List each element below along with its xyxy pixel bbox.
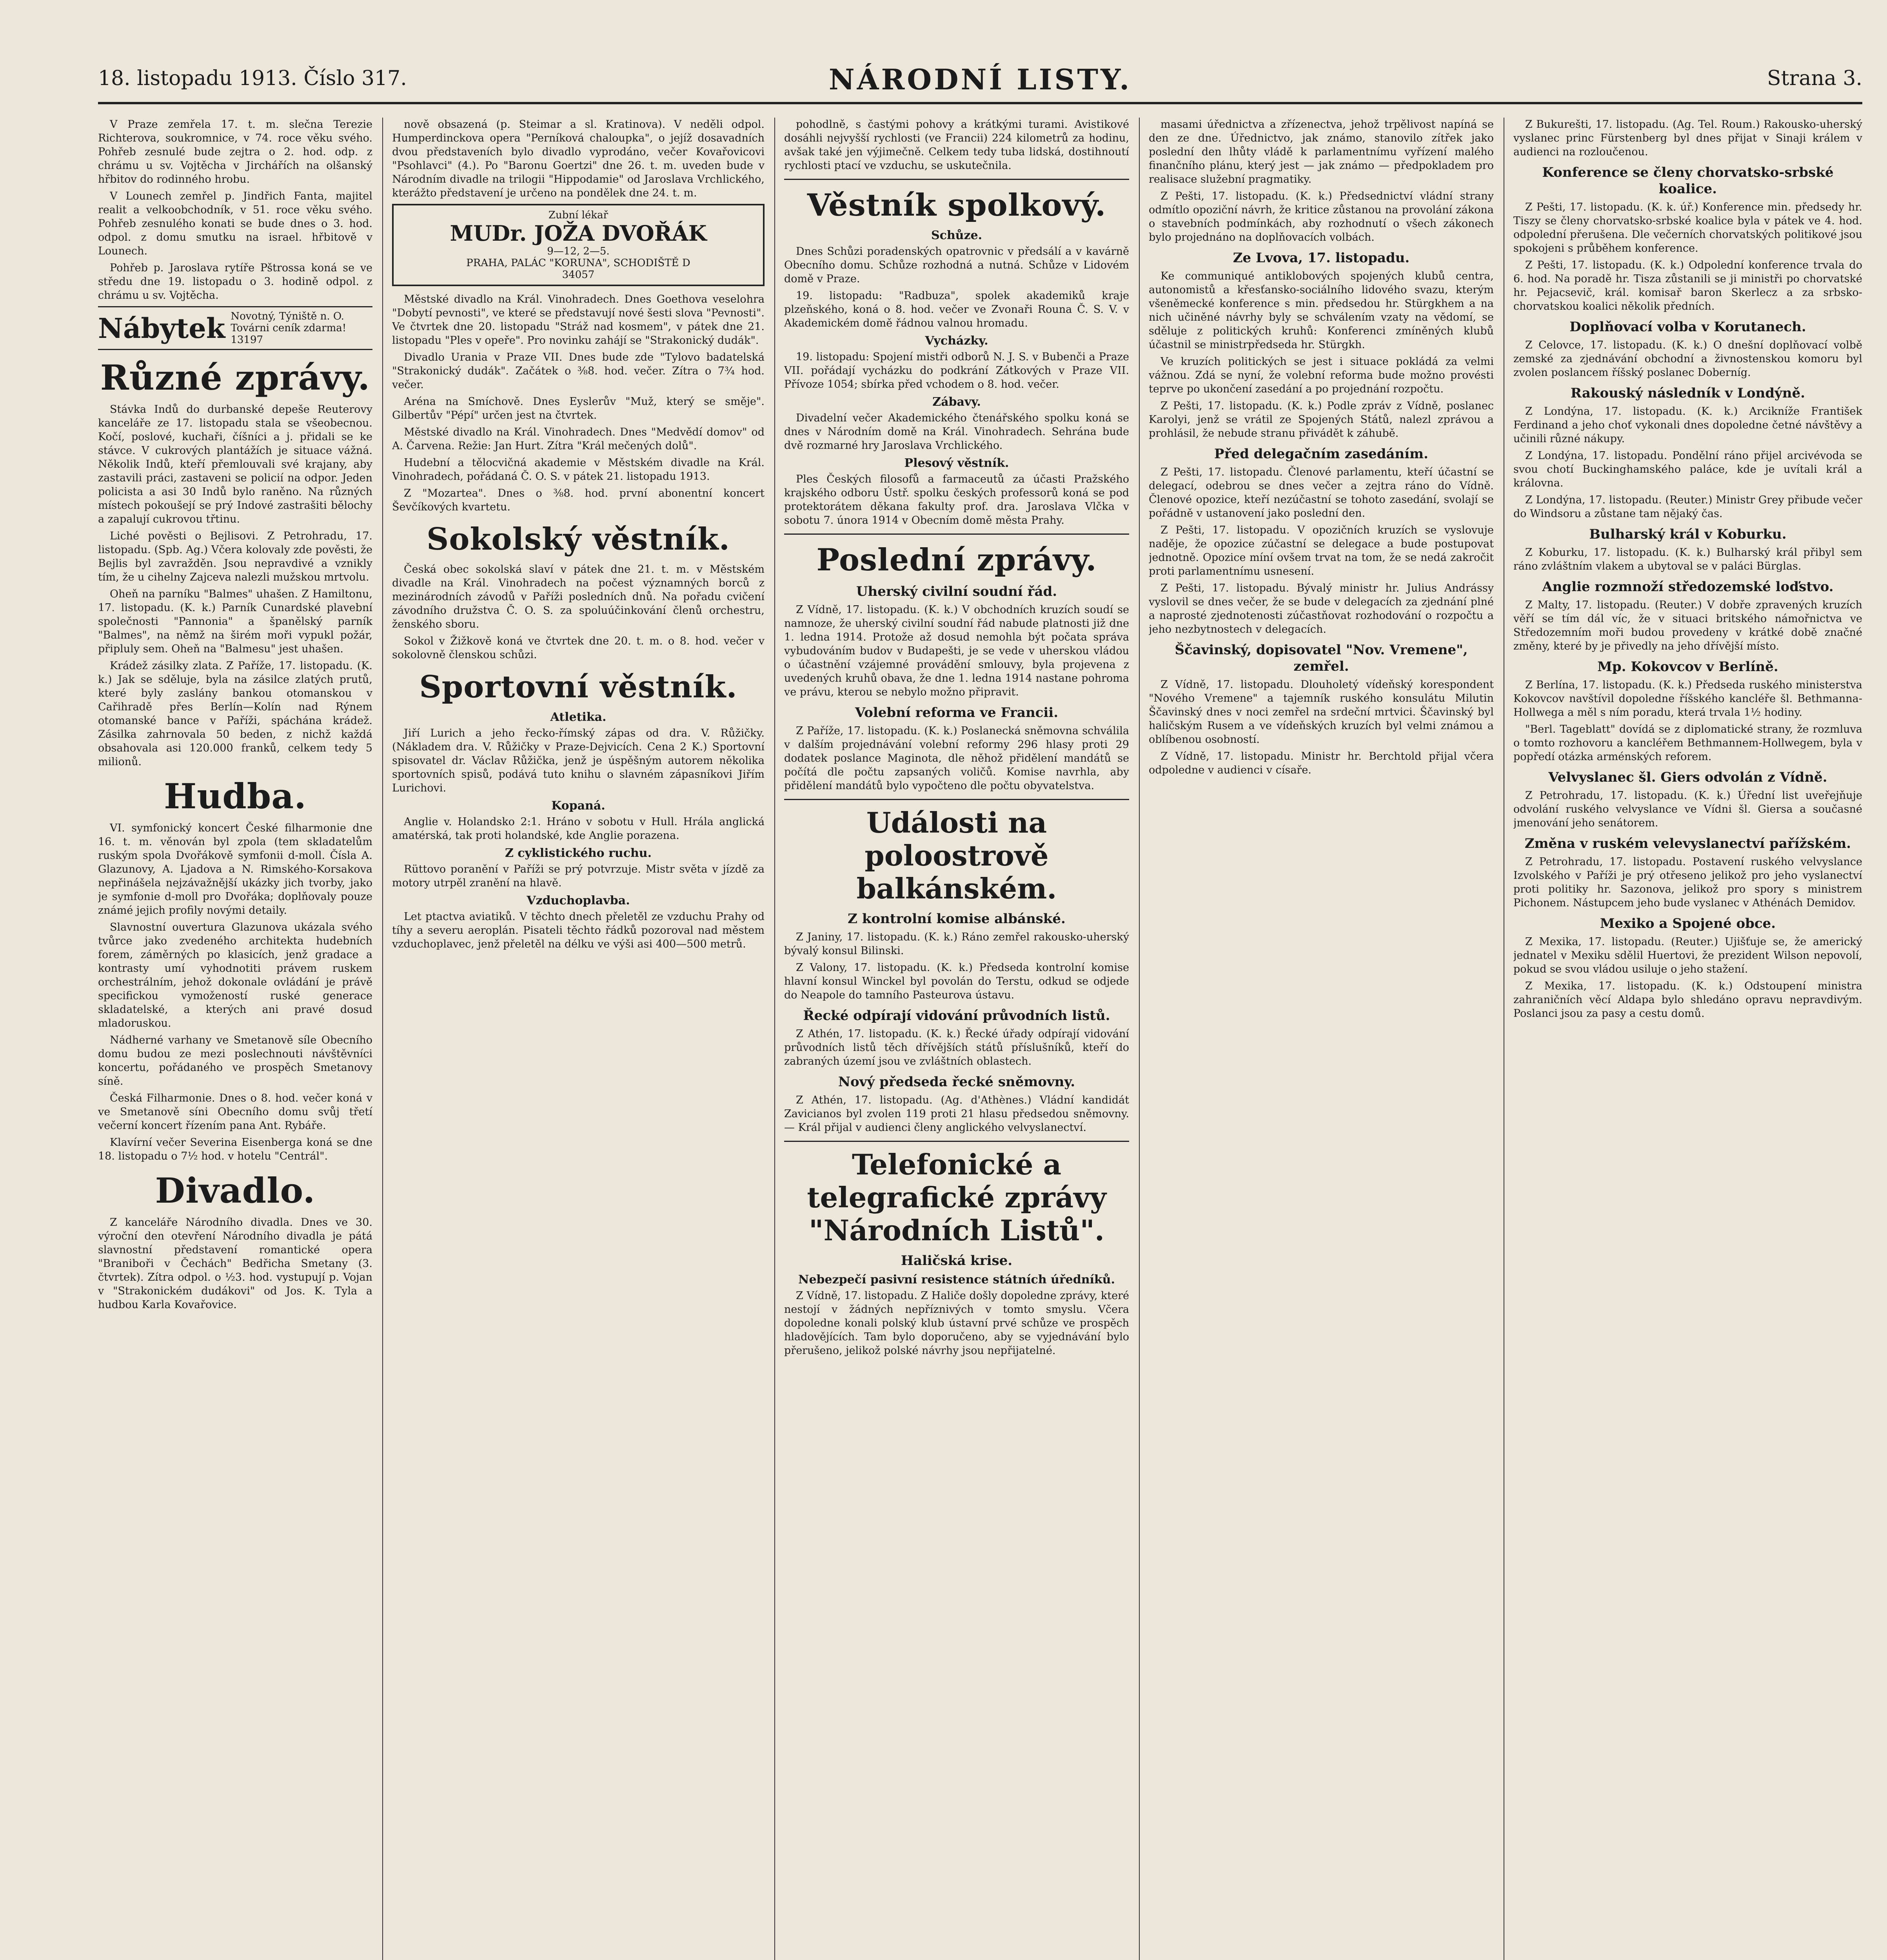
column-divider — [774, 118, 775, 1960]
section-title-hudba: Hudba. — [164, 776, 307, 817]
article-paragraph: Z Pešti, 17. listopadu. V opozičních kruzích se vyslovuje naděje, že opozice zúčastní se delegace a bude postupovat jednotně. Opozice míní ovšem trvat na tom, že se nedá zakročit proti parlamentnímu usnesení. — [1149, 524, 1494, 577]
ad-title: Nábytek — [98, 312, 225, 345]
ad-hours: 9—12, 2—5. — [547, 245, 610, 257]
article-paragraph: Z Koburku, 17. listopadu. (K. k.) Bulharský král přibyl sem ráno zvláštním vlakem a ubytoval se v paláci Bürglas. — [1513, 546, 1862, 572]
article-paragraph: Z Celovce, 17. listopadu. (K. k.) O dnešní doplňovací volbě zemské za zjednávání obchodní a živnostenskou komoru byl zvolen poslancem říšský poslanec Doberníg. — [1513, 339, 1862, 379]
article-paragraph: "Berl. Tageblatt" dovídá se z diplomatické strany, že rozmluva o tomto rozhovoru a kancléřem Bethmannem-Hollwegem, byla v popředí otázka arménských reforem. — [1513, 723, 1862, 763]
article-heading: Doplňovací volba v Korutanech. — [1569, 319, 1806, 335]
article-paragraph: Z Pešti, 17. listopadu. (K. k. úř.) Konference min. předsedy hr. Tiszy se členy chorvatsko-srbské koalice byla v pátek ve 4. hod. odpolední přerušena. Dle večerních chorvatských politikové jsou spokojeni s průběhem konference. — [1513, 201, 1862, 254]
article-paragraph: Ples Českých filosofů a farmaceutů za účasti Pražského krajského odboru Ústř. spolku českých professorů koná se pod protektorátem děkana fakulty prof. dra. Jaroslava Vlčka v sobotu 7. února 1914 v Obecním domě města Prahy. — [784, 473, 1129, 526]
article-paragraph: Z Pešti, 17. listopadu. (K. k.) Podle zpráv z Vídně, poslanec Karolyi, jenž se vrátil ze Spojených Států, nalezl zprávou a prohlásil, že nebude stranu přivádět k záhubě. — [1149, 400, 1494, 439]
column-4 — [1149, 118, 1494, 1960]
article-heading: Haličská krise. — [901, 1253, 1013, 1269]
article-paragraph: 19. listopadu: Spojení mistři odborů N. J. S. v Bubenči a Praze VII. pořádají vycházku do podkrání Zátkových v Praze VII. Přívoze 1054; sbírka před vchodem o 8. hod. večer. — [784, 351, 1129, 390]
section-title-telefon: Telefonické a telegrafické zprávy "Národních Listů". — [807, 1148, 1106, 1247]
article-paragraph: Stávka Indů do durbanské depeše Reuterovy kanceláře ze 17. listopadu stala se všeobecnou. Kočí, poslové, kuchaři, číšníci a j. přidali se ke stávce. V cukrových plantážích je situace vážná. Několik Indů, kteří přemlouvali své krajany, aby zastavili práci, zastaveni se policií na odpor. Jeden policista a asi 30 Indů bylo raněno. Na různých místech pokoušejí se prý Indové zastrašiti bělochy a zapalují cukrovou třtinu. — [98, 403, 372, 525]
article-paragraph: Z Pešti, 17. listopadu. (K. k.) Předsednictví vládní strany odmítlo opoziční návrh, že kritice zůstanou na provolání zákona o stavebních podmínkách, aby rozhodnutí o všech zákonech bylo projednáno na doplňovacích volbách. — [1149, 190, 1494, 243]
article-heading: Anglie rozmnoží středozemské loďstvo. — [1542, 579, 1834, 595]
article-paragraph: Let ptactva aviatiků. V těchto dnech přeletěl ze vzduchu Prahy od tíhy a severu aeroplán. Pisateli těchto řádků pozoroval nad městem vzduchoplavec, jenž přeletěl na délku ve výši asi 400—500 metrů. — [392, 911, 765, 950]
article-paragraph: Z Londýna, 17. listopadu. (K. k.) Arcikníže František Ferdinand a jeho choť vykonali dnes dopoledne četné návštěvy a učinili různé nákupy. — [1513, 405, 1862, 445]
ad-doctor-name: MUDr. JOŽA DVOŘÁK — [450, 221, 707, 246]
section-title-udalosti: Události na poloostrově balkánském. — [856, 806, 1057, 905]
article-heading: Před delegačním zasedáním. — [1214, 446, 1428, 462]
subheading: Kopaná. — [551, 799, 605, 813]
article-paragraph: Z Berlína, 17. listopadu. (K. k.) Předseda ruského ministerstva Kokovcov navštívil dopoledne říšského kancléře šl. Bethmanna-Hollwega a měl s ním poradu, která trvala 1½ hodiny. — [1513, 679, 1862, 719]
article-heading: Ze Lvova, 17. listopadu. — [1233, 250, 1410, 266]
article-paragraph: Z Petrohradu, 17. listopadu. Postavení ruského velvyslance Izvolského v Paříži je prý otřeseno jelikož pro jeho vyslanectví proti politiky hr. Sazonova, jelikož pro spory s ministrem Pichonem. Nástupcem jeho bude vyslanec v Athénách Demidov. — [1513, 856, 1862, 909]
article-heading: Mp. Kokovcov v Berlíně. — [1597, 659, 1778, 675]
column-2 — [392, 118, 765, 1960]
article-paragraph: nově obsazená (p. Steimar a sl. Kratinova). V neděli odpol. Humperdinckova opera "Perníková chaloupka", o jejíž dosavadních dvou představeních bylo divadlo vyprodáno, večer Kovařovicovi "Psohlavci" (4.). Po "Baronu Goertzi" dne 26. t. m. uveden bude v Národním divadle na trilogii "Hippodamie" od Jaroslava Vrchlického, kterážto představení je určeno na pondělek dne 24. t. m. — [392, 118, 765, 199]
article-paragraph: Z "Mozartea". Dnes o ⅜8. hod. první abonentní koncert Ševčíkových kvartetu. — [392, 487, 765, 513]
article-paragraph: Rüttovo poranění v Paříži se prý potvrzuje. Mistr světa v jízdě za motory utrpěl zranění na hlavě. — [392, 863, 765, 889]
article-paragraph: Pohřeb p. Jaroslava rytíře Pštrossa koná se ve středu dne 19. listopadu o 3. hodině odpol. z chrámu u sv. Vojtěcha. — [98, 262, 372, 301]
article-paragraph: Česká Filharmonie. Dnes o 8. hod. večer koná v ve Smetanově síni Obecního domu svůj třetí večerní koncert řízením pana Ant. Rybáře. — [98, 1092, 372, 1132]
subheading: Schůze. — [931, 229, 983, 242]
article-paragraph: Z Vídně, 17. listopadu. Dlouholetý vídeňský korespondent "Nového Vremene" a tajemník ruského konsulátu Milutin Ščavinský dnes v noci zemřel na srdeční mrtvici. Ščavinský byl haličským Rusem a ve vídeňských kruzích byl velmi známou a oblíbenou osobností. — [1149, 679, 1494, 746]
column-divider — [1139, 118, 1140, 1960]
article-heading: Volební reforma ve Francii. — [855, 705, 1059, 720]
divider — [784, 799, 1129, 800]
article-paragraph: Z Pešti, 17. listopadu. Bývalý ministr hr. Julius Andrássy vyslovil se dnes večer, že se bude v delegacích za zjednání plné a naprosté zjednotenosti zúčastňovat rozhodování o rozpočtu a jeho nezbytnostech v delegacích. — [1149, 582, 1494, 635]
article-paragraph: 19. listopadu: "Radbuza", spolek akademiků kraje plzeňského, koná o 8. hod. večer ve Zvonaři Rouna Č. S. V. v Akademickém domě řádnou valnou hromadu. — [784, 290, 1129, 329]
section-title-posledni: Poslední zprávy. — [816, 542, 1097, 578]
article-heading: Rakouský následník v Londýně. — [1570, 385, 1805, 401]
article-paragraph: Z Petrohradu, 17. listopadu. (K. k.) Úřední list uveřejňuje odvolání ruského velvyslance ve Vídni šl. Giersa a současné jmenování jeho senátorem. — [1513, 789, 1862, 829]
article-heading: Konference se členy chorvatsko-srbské koalice. — [1542, 165, 1834, 197]
article-paragraph: Městské divadlo na Král. Vinohradech. Dnes "Medvědí domov" od A. Čarvena. Režie: Jan Hurt. Zítra "Král mečených dolů". — [392, 426, 765, 452]
article-paragraph: Z Athén, 17. listopadu. (Ag. d'Athènes.) Vládní kandidát Zavicianos byl zvolen 119 proti 21 hlasu předsedou sněmovny. — Král přijal v audienci členy anglického velvyslanectví. — [784, 1094, 1129, 1134]
article-paragraph: Z Pešti, 17. listopadu. (K. k.) Odpolední konference trvala do 6. hod. Na poradě hr. Tisza zůstanili se ji ministři po chorvatské hr. Pejacsevič, král. komisař baron Skerlecz a za srbsko-chorvatskou koalici několik předních. — [1513, 259, 1862, 312]
subheading: Nebezpečí pasivní resistence státních úředníků. — [798, 1273, 1115, 1287]
article-paragraph: Z Bukurešti, 17. listopadu. (Ag. Tel. Roum.) Rakousko-uherský vyslanec princ Fürstenberg byl dnes přijat v Sinaji králem v audienci na rozloučenou. — [1513, 118, 1862, 158]
subheading: Zábavy. — [932, 395, 981, 409]
article-paragraph: Z Valony, 17. listopadu. (K. k.) Předseda kontrolní komise hlavní konsul Winckel byl povolán do Terstu, odkud se odjede do Neapole do tamního Pasteurova ústavu. — [784, 962, 1129, 1001]
section-title-vestnik: Věstník spolkový. — [807, 187, 1106, 223]
article-heading: Velvyslanec šl. Giers odvolán z Vídně. — [1548, 769, 1827, 785]
article-paragraph: Aréna na Smíchově. Dnes Eyslerův "Muž, který se směje". Gilbertův "Pépí" určen jest na čtvrtek. — [392, 396, 765, 421]
furniture-advertisement — [98, 306, 372, 350]
article-heading: Mexiko a Spojené obce. — [1600, 916, 1776, 931]
article-paragraph: Divadelní večer Akademického čtenářského spolku koná se dnes v Národním domě na Král. Vinohradech. Sehrána bude dvě rozmarné hry Jaroslava Vrchlického. — [784, 412, 1129, 452]
article-paragraph: Z Pešti, 17. listopadu. Členové parlamentu, kteří účastní se delegací, odebrou se dnes večer a zejtra ráno do Vídně. Členové opozice, kteří nezúčastní se tohoto zasedání, svolají se pořádně v ustanovení jako poslední den. — [1149, 466, 1494, 519]
subheading: Atletika. — [550, 710, 607, 724]
ad-code: 34057 — [562, 269, 595, 281]
article-heading: Ščavinský, dopisovatel "Nov. Vremene", zemřel. — [1175, 642, 1468, 674]
article-paragraph: Z Janiny, 17. listopadu. (K. k.) Ráno zemřel rakousko-uherský bývalý konsul Bilinski. — [784, 931, 1129, 957]
article-paragraph: V Lounech zemřel p. Jindřich Fanta, majitel realit a velkoobchodník, v 51. roce věku svého. Pohřeb zesnulého konati se bude dnes o 3. hod. odpol. z domu smutku na israel. hřbitově v Lounech. — [98, 190, 372, 257]
divider — [784, 534, 1129, 535]
column-1 — [98, 118, 372, 1960]
subheading: Z cyklistického ruchu. — [505, 846, 652, 860]
article-paragraph: masami úřednictva a zřízenectva, jehož trpělivost napíná se den ze dne. Úřednictvo, jak známo, stanovilo zítřek jako poslední den lhůty vládě k parlamentnímu vyřízení malého finančního plánu, který jest — jak známo — předpokladem pro realisace služební pragmatiky. — [1149, 118, 1494, 185]
article-heading: Uherský civilní soudní řád. — [856, 584, 1057, 599]
article-paragraph: Oheň na parníku "Balmes" uhašen. Z Hamiltonu, 17. listopadu. (K. k.) Parník Cunardské plavební společnosti "Pannonia" a španělský parník "Balmes", na němž na širém moři vypukl požár, připluly sem. Oheň na "Balmesu" jest uhašen. — [98, 588, 372, 655]
article-paragraph: VI. symfonický koncert České filharmonie dne 16. t. m. věnován byl zpola (tem skladatelům ruským spola Dvořákově symfonii d-moll. Čísla A. Glazunovy, A. Ljadova a N. Rimského-Korsakova nepřinášela nejzávažnější ukázky jich tvorby, jako je symfonie d-moll pro Dvořáka; doplňovaly pouze známé jejich profily novými detaily. — [98, 822, 372, 916]
article-paragraph: Z Vídně, 17. listopadu. Ministr hr. Berchtold přijal včera odpoledne v audienci v císaře. — [1149, 750, 1494, 776]
ad-address: PRAHA, PALÁC "KORUNA", SCHODIŠTĚ D — [466, 257, 690, 269]
article-paragraph: Česká obec sokolská slaví v pátek dne 21. t. m. v Městském divadle na Král. Vinohradech na počest významných borců z mezinárodních závodů v Paříži posledních dnů. Na pořadu cvičení závodního družstva Č. O. S. za spoluúčinkování členů orchestru, ženského sboru. — [392, 563, 765, 630]
column-divider — [382, 118, 383, 1960]
newspaper-title: NÁRODNÍ LISTY. — [828, 63, 1132, 96]
masthead — [98, 59, 1862, 104]
section-title-divadlo: Divadlo. — [155, 1170, 316, 1211]
divider — [784, 179, 1129, 180]
subheading: Vycházky. — [925, 334, 988, 348]
article-paragraph: Slavnostní ouvertura Glazunova ukázala svého tvůrce jako zvedeného architekta hudebních forem, záměrných po klasicích, jenž gradace a kontrasty umí vyhodnotiti právem ruskem orchestrálním, jehož dokonale ovládání je právě specifickou vymožeností ruské generace skladatelské, a kterých ani pravé dosud mladoruskou. — [98, 921, 372, 1029]
divider — [784, 1141, 1129, 1142]
subheading: Plesový věstník. — [904, 456, 1009, 470]
ad-text: Novotný, Týniště n. O. Továrni ceník zdarma! 13197 — [231, 310, 347, 346]
article-heading: Z kontrolní komise albánské. — [848, 911, 1066, 927]
section-title-sportovni: Sportovní věstník. — [419, 669, 737, 705]
article-paragraph: Z Vídně, 17. listopadu. (K. k.) V obchodních kruzích soudí se namnoze, že uherský civilní soudní řád nabude platnosti již dne 1. ledna 1914. Protože až dosud nemohla být počata správa vybudováním budov v Budapešti, je se vede v uherskou vládou o účastnění vzájemné provádění smlouvy, byla projevena z uvedených kruhů obava, že dne 1. ledna 1914 nastane pohroma ve právu, kterou se nebylo možno připravit. — [784, 604, 1129, 698]
article-paragraph: Krádež zásilky zlata. Z Paříže, 17. listopadu. (K. k.) Jak se sděluje, byla na zásilce zlatých prutů, které byly zaslány bankou otomanskou v Cařihradě přes Berlín—Kolín nad Rýnem otomanské bance v Paříži, spáchána krádež. Zásilka zahrnovala 50 beden, z nichž každá obsahovala asi 120.000 franků, celkem tedy 5 milionů. — [98, 660, 372, 768]
article-paragraph: Anglie v. Holandsko 2:1. Hráno v sobotu v Hull. Hrála anglická amatérská, tak proti holandské, kde Anglie porazena. — [392, 816, 765, 842]
article-paragraph: Z Athén, 17. listopadu. (K. k.) Řecké úřady odpírají vidování průvodních listů těch dřívějších států příslušníků, kteří do zabraných území jsou ve zvláštních oblastech. — [784, 1028, 1129, 1067]
section-title-ruzne: Různé zprávy. — [100, 357, 370, 398]
article-paragraph: Z Londýna, 17. listopadu. Pondělní ráno přijel arcivévoda se svou chotí Buckinghamského paláce, kde je uvítali král a královna. — [1513, 450, 1862, 489]
article-heading: Změna v ruském velevyslanectví pařížském. — [1524, 836, 1851, 851]
article-paragraph: Z Vídně, 17. listopadu. Z Haliče došly dopoledne zprávy, které nestojí v žádných nepříznivých v tomto smyslu. Včera dopoledne konali polský klub ústavní prvé schůze ve prospěch hladovějících. Tam bylo doporučeno, aby se vyjednávání bylo přerušeno, jelikož polské návrhy jsou nepřijatelné. — [784, 1290, 1129, 1357]
article-paragraph: Hudební a tělocvičná akademie v Městském divadle na Král. Vinohradech, pořádaná Č. O. S. v pátek 21. listopadu 1913. — [392, 457, 765, 483]
issue-date: 18. listopadu 1913. Číslo 317. — [98, 67, 407, 90]
article-paragraph: Dnes Schůzi poradenských opatrovnic v předsálí a v kavárně Obecního domu. Schůze rozhodná a nutná. Schůze v Lidovém domě v Praze. — [784, 245, 1129, 285]
article-paragraph: Z kanceláře Národního divadla. Dnes ve 30. výroční den otevření Národního divadla je pátá slavnostní představení romantické opera "Braniboři v Čechách" Bedřicha Smetany (3. čtvrtek). Zítra odpol. o ½3. hod. vystupují p. Vojan v "Strakonickém dudákovi" od Jos. K. Tyla a hudbou Karla Kovařovice. — [98, 1216, 372, 1311]
dentist-advertisement — [392, 204, 765, 286]
article-heading: Nový předseda řecké sněmovny. — [838, 1074, 1075, 1090]
article-paragraph: Z Paříže, 17. listopadu. (K. k.) Poslanecká sněmovna schválila v dalším projednávání volební reformy 296 hlasy proti 29 dodatek poslance Maginota, dle něhož přidělení mandátů se počítá dle počtu zapsaných voličů. Komise navrhla, aby přidělení mandátů bylo vypočteno dle počtu obyvatelstva. — [784, 725, 1129, 792]
ad-subtitle: Zubní lékař — [548, 209, 608, 221]
article-heading: Řecké odpírají vidování průvodních listů. — [803, 1008, 1110, 1024]
article-paragraph: Jiří Lurich a jeho řecko-římský zápas od dra. V. Růžičky. (Nákladem dra. V. Růžičky v Praze-Dejvicích. Cena 2 K.) Sportovní spisovatel dr. Václav Růžička, jenž je úspěšným autorem několika sportovních spisů, podává tuto knihu o slavném zápasníkovi Jiřím Lurichovi. — [392, 727, 765, 794]
page-number: Strana 3. — [1767, 67, 1862, 90]
article-paragraph: Sokol v Žižkově koná ve čtvrtek dne 20. t. m. o 8. hod. večer v sokolovně členskou schůzi. — [392, 635, 765, 661]
article-paragraph: Liché pověsti o Bejlisovi. Z Petrohradu, 17. listopadu. (Spb. Ag.) Včera kolovaly zde pověsti, že Bejlis byl zavražděn. Jsou nepravdivé a vznikly tím, že u cihelny Zajceva nalezli mužskou mrtvolu. — [98, 530, 372, 583]
article-paragraph: Z Londýna, 17. listopadu. (Reuter.) Ministr Grey přibude večer do Windsoru a zůstane tam nějaký čas. — [1513, 494, 1862, 520]
article-paragraph: Ve kruzích politických se jest i situace pokládá za velmi vážnou. Zdá se nyní, že volební reforma bude možno provésti teprve po ukončení zasedání a po projednání rozpočtu. — [1149, 356, 1494, 395]
article-paragraph: pohodlně, s častými pohovy a krátkými turami. Avistikové dosáhli nejvyšší rychlosti (ve Francii) 224 kilometrů za hodinu, avšak také jen výjimečně. Celkem tedy tuba lidská, dostihnoutí rychlosti ptací ve vzduchu, se uskutečnila. — [784, 118, 1129, 172]
section-title-sokolsky: Sokolský věstník. — [427, 521, 730, 557]
column-5 — [1513, 118, 1862, 1960]
article-paragraph: V Praze zemřela 17. t. m. slečna Terezie Richterova, soukromnice, v 74. roce věku svého. Pohřeb zesnulé bude zejtra o 2. hod. odp. z chrámu u sv. Vojtěcha v Jirchářích na olšanský hřbitov do rodinného hrobu. — [98, 118, 372, 185]
article-paragraph: Nádherné varhany ve Smetanově síle Obecního domu budou ze mezi poslechnouti návštěvníci koncertu, pořádaného ve prospěch Smetanovy síně. — [98, 1034, 372, 1087]
column-3 — [784, 118, 1129, 1960]
article-paragraph: Z Mexika, 17. listopadu. (K. k.) Odstoupení ministra zahraničních věcí Aldapa bylo shledáno opravu nepravdivým. Poslanci jsou za pasy a cestu domů. — [1513, 980, 1862, 1020]
article-paragraph: Městské divadlo na Král. Vinohradech. Dnes Goethova veselohra "Dobytí pevnosti", ve které se představují nové šesti slova "Pevnosti". Ve čtvrtek dne 20. listopadu "Stráž nad kosmem", v pátek dne 21. listopadu "Ples v opeře". Pro novinku zahájí se "Strakonický dudák". — [392, 293, 765, 347]
article-paragraph: Divadlo Urania v Praze VII. Dnes bude zde "Tylovo badatelská "Strakonický dudák". Začátek o ⅜8. hod. večer. Zítra o 7¾ hod. večer. — [392, 351, 765, 391]
article-paragraph: Klavírní večer Severina Eisenberga koná se dne 18. listopadu o 7½ hod. v hotelu "Centrál". — [98, 1136, 372, 1162]
article-heading: Bulharský král v Koburku. — [1589, 526, 1787, 542]
article-paragraph: Z Malty, 17. listopadu. (Reuter.) V dobře zpravených kruzích věří se tím dál víc, že v situaci britského námořnictva ve Středozemním moři budou provedeny v krátké době značné změny, které by je přivedly na jeho dřívější místo. — [1513, 599, 1862, 652]
article-paragraph: Ke communiqué antiklobových spojených klubů centra, autonomistů a křesťansko-sociálního lidového svazu, kterým všeněmecké konference s min. předsedou hr. Stürgkhem a na nich učiněné návrhy byly se schválením vzaty na vědomí, se sděluje z politických kruhů: Konferenci zmíněných klubů účastnil se ministrpředseda hr. Stürgkh. — [1149, 270, 1494, 351]
subheading: Vzduchoplavba. — [527, 894, 630, 907]
article-paragraph: Z Mexika, 17. listopadu. (Reuter.) Ujišťuje se, že americký jednatel v Mexiku sdělil Huertovi, že prezident Wilson nepovolí, pokud se svou vládou usiluje o jeho stažení. — [1513, 936, 1862, 975]
